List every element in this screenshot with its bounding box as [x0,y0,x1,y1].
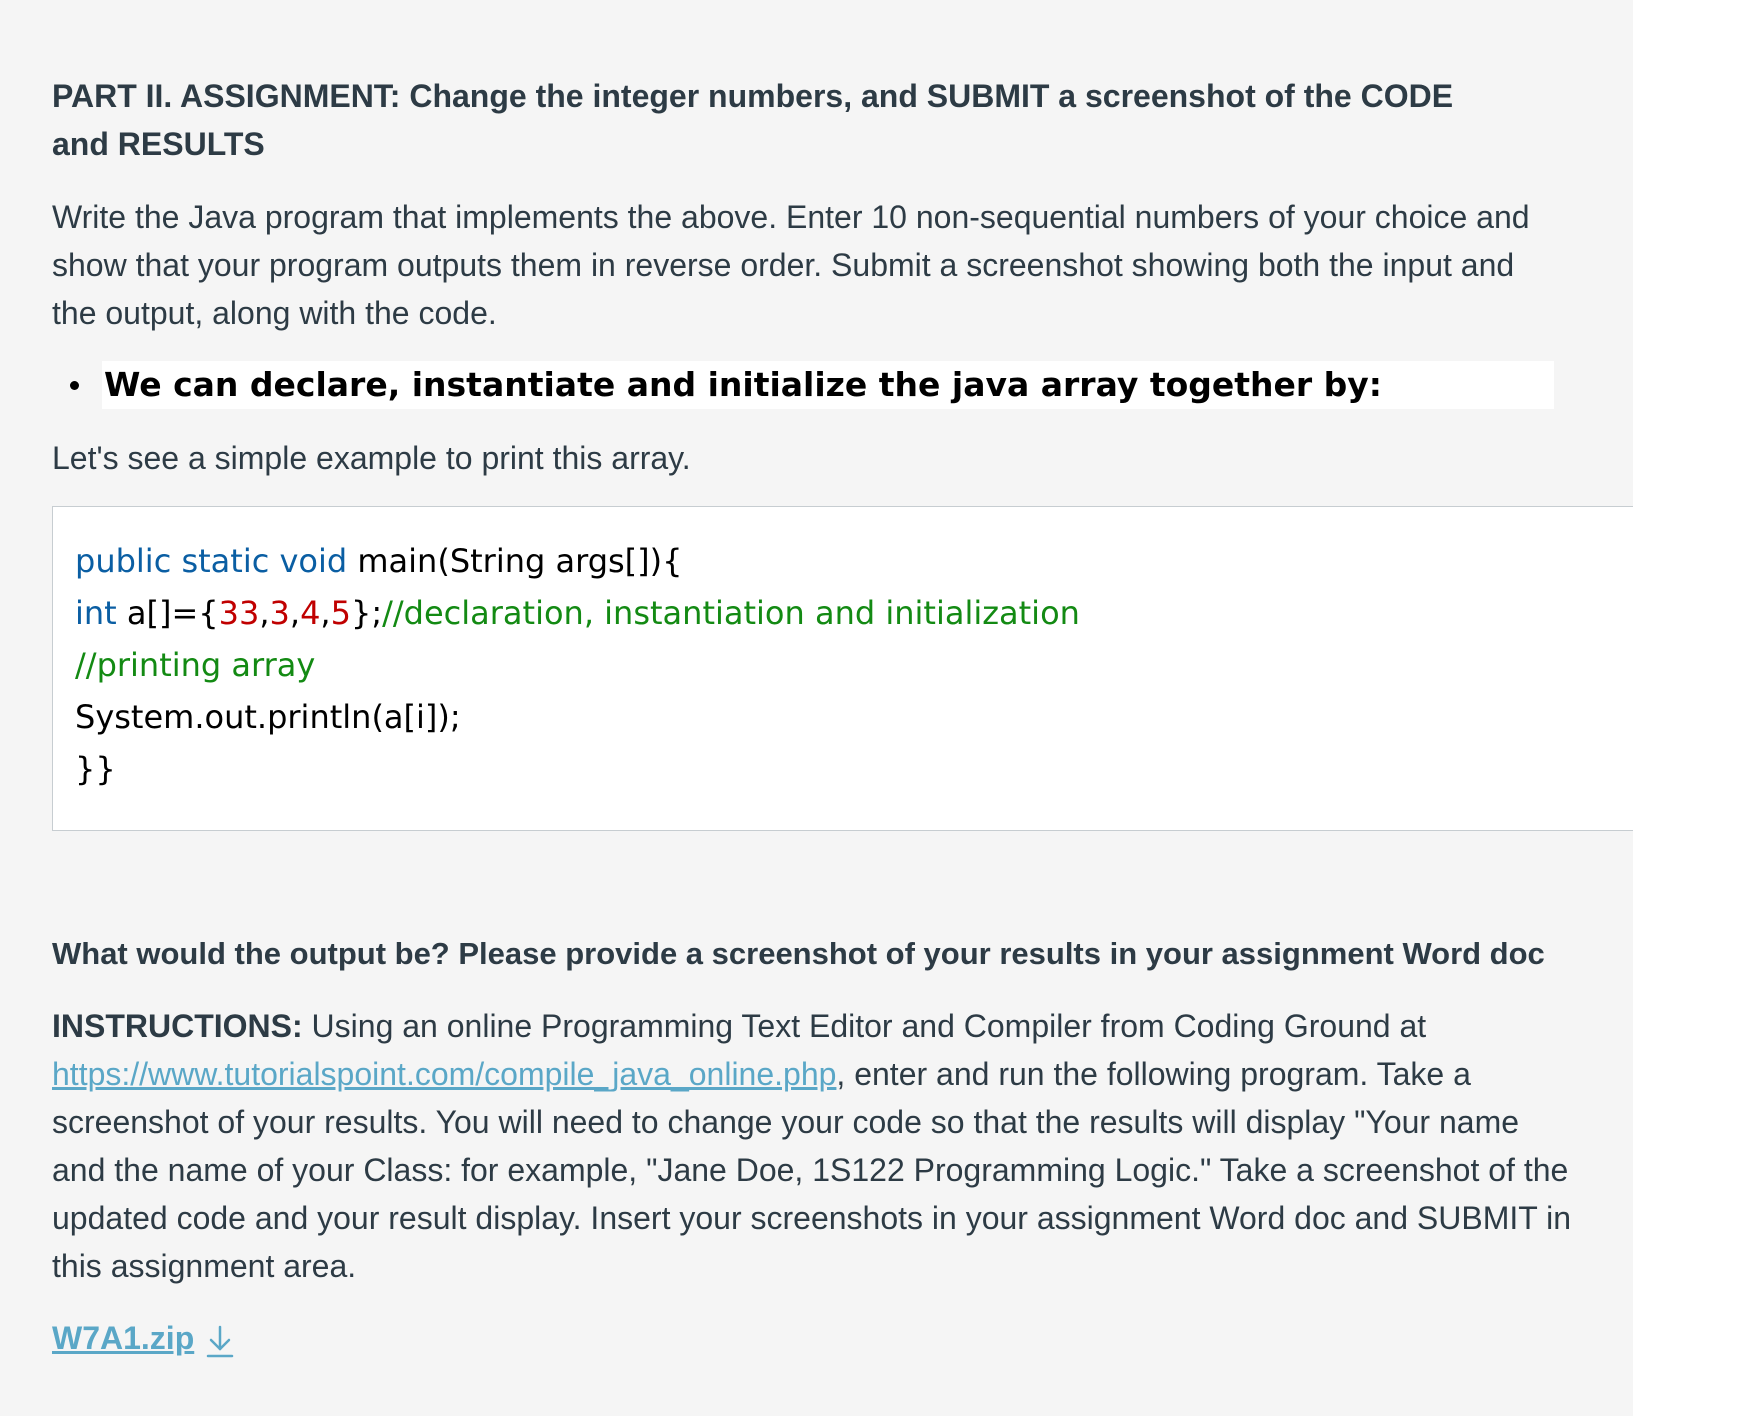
part-heading: PART II. ASSIGNMENT: Change the integer numbers, and SUBMIT a screenshot of the CODE and RESULTS [52,78,1454,162]
bullet-dot-icon [70,381,79,390]
code-text: , [289,594,301,632]
code-line-3: //printing array [75,646,316,684]
bullet-item [52,361,1552,409]
download-icon[interactable] [202,1321,238,1361]
code-number: 4 [300,594,321,632]
compiler-link[interactable]: https://www.tutorialspoint.com/compile_java_online.php [52,1056,837,1092]
code-text: , [320,594,331,632]
code-block [52,506,1633,831]
code-number: 3 [269,594,290,632]
instructions-text-before: Using an online Programming Text Editor and Compiler from Coding Ground at [302,1008,1427,1044]
code-number: 5 [330,594,351,632]
example-intro: Let's see a simple example to print this array. [52,440,691,476]
code-text: }; [350,594,383,632]
code-keyword: int [75,594,117,632]
bullet-text: We can declare, instantiate and initialize the java array together by: [104,365,1383,404]
code-line-1 [75,539,682,583]
code-keyword: public static void [75,542,348,580]
output-question: What would the output be? Please provide a screenshot of your results in your assignment Word doc [52,936,1545,971]
instructions-label: INSTRUCTIONS: [52,1008,303,1044]
code-text: main(String args[]){ [347,542,683,580]
code-comment: //declaration, instantiation and initialization [382,594,1080,632]
attachment [52,1314,238,1362]
code-text: a[]={ [116,594,219,632]
code-line-5: }} [75,750,116,788]
code-line-2 [75,591,1080,635]
attachment-link[interactable]: W7A1.zip [52,1320,195,1356]
code-text: , [259,594,270,632]
code-number: 33 [218,594,260,632]
intro-paragraph: Write the Java program that implements the above. Enter 10 non-sequential numbers of your choice and show that your program outputs them in reverse order. Submit a screenshot showing both the input and the output, along with the code. [52,199,1530,331]
instructions-paragraph [52,1002,1572,1290]
instructions-text-after: , enter and run the following program. Take a screenshot of your results. You will need to change your code so that the results will display "Your name and the name of your Class: for example, "Jane Doe, 1S122 Programming Logic." Take a screenshot of the updated code and your result display. Insert your screenshots in your assignment Word doc and SUBMIT in this assignment area. [52,1056,1572,1284]
code-line-4: System.out.println(a[i]); [75,698,461,736]
